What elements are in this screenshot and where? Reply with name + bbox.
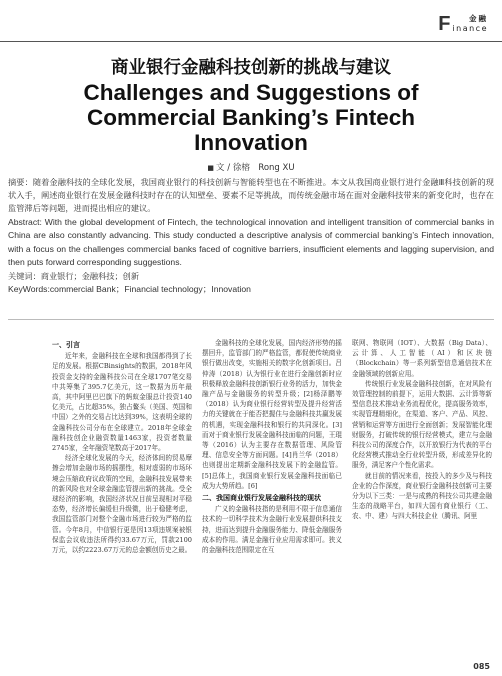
section-heading-introduction: 一、引言 — [52, 341, 80, 349]
paragraph: 传统银行业发展金融科技创新，在对风险有效管理控制的前提下，运用大数据、云计算等新型信息技术推动业务流程优化，提高服务效率，实现管理精细化，在渠道、客户、产品、风控、营销和运营等方面进行全面创新；发展智能化理财服务，打破传统的银行经营模式，建立与金融科技公司的深度合作，以开放银行为代表的平台化经营模式推动全行业转型升级，形成差异化的服务，满足客户个性化需求。 — [352, 379, 492, 470]
abstract-divider — [8, 319, 494, 320]
author-line — [0, 161, 502, 173]
paragraph: 联网、物联网（IOT）、大数据（Big Data）、云计算、人工智能（AI）和区块链（Blockchain）等一系列新型信息通信技术在金融领域的创新应用。 — [352, 339, 492, 378]
body-column-2 — [202, 338, 342, 658]
square-bullet-icon: ■ — [207, 164, 215, 172]
paragraph: 金融科技的全球化发展，国内经济形势的摇摆回升，监管部门的严格监管，都促使传统商业银行做出改变，实施相关的数字化创新项目。吕仲涛（2018）认为银行业在进行金融创新时应积极释放金融科技创新银行业务的活力，加快金融产品与金融服务的转型升级；[2]杨泽鹏等（2018）认为商业银行经营转型及提升经营活力的关键就在于能否把握住与金融科技共赢发展的机遇，实现金融科技和银行的共同深化。[3]而对于商业银行发展金融科技面临的问题，王琨等（2016）认为主要存在数据管理、风险管理、信息安全等方面问题。[4]肖兰华（2018）也则提出定期新金融科技发展下的金融监管。[5]总体上，我国商业银行发展金融科技面临已成为大势所趋。[6] — [202, 339, 342, 490]
section-mark — [438, 14, 488, 34]
body-column-3 — [352, 338, 492, 658]
page-number: 085 — [473, 662, 490, 671]
section-label-zh: 金融 — [469, 14, 488, 23]
keywords-chinese: 关键词：商业银行；金融科技；创新 — [8, 270, 140, 281]
abstract-chinese: 摘要：随着金融科技的全球化发展，我国商业银行的科技创新与智能转型也在不断推进。本文从我国商业银行进行金融Ⅲ科技创新的现状入手，阐述商业银行在发展金融科技时存在的认知壁垒、要素不足等挑战，而传统金融市场在面对金融科技带来的新变化时，也存在监管滞后等问题，进而提出相应的建议。 — [8, 177, 494, 214]
body-column-1 — [52, 338, 192, 658]
section-letter: F — [438, 13, 451, 35]
section-label — [452, 14, 488, 33]
header-rule — [0, 41, 502, 42]
paragraph: 就目前的情况来看，按投入的多少及与科技企业的合作深度，商业银行金融科技创新可主要分为以下三类：一是与成熟的科技公司共建金融生态的战略平台，如四大国有商业银行（工、农、中、建）与四大科技企业（腾讯、阿里 — [352, 471, 492, 521]
title-chinese: 商业银行金融科技创新的挑战与建议 — [111, 58, 391, 78]
keywords-english: KeyWords:commercial Bank；Financial technology；Innovation — [8, 283, 251, 294]
section-label-en: inance — [452, 24, 488, 33]
author-names: 文 / 徐榕 Rong XU — [216, 163, 295, 173]
abstract-block — [8, 176, 494, 296]
body-columns — [52, 338, 492, 658]
title-english: Challenges and Suggestions of Commercial Banking’s Fintech Innovation — [83, 80, 419, 155]
section-heading-status: 二、我国商业银行发展金融科技的现状 — [202, 494, 321, 503]
paragraph: 近年来，金融科技在全球和我国都得到了长足的发展。根据CBinsights的数据，2018年风投资金支持的金融科技公司在全球1707笔交易中共筹集了395.7亿美元，这一数据为历年最高，其中阿里巴巴旗下的蚂蚁金服总计投资140亿美元，占比超35%，独占鳌头（美国、英国和中国）之外的交易占比达到39%，这表明全球的金融科技公司分布在全球建立。2018年全球金融科技创企业融资数量1463家，投资者数量2745家，全年融资笔数高于2017年。 — [52, 352, 192, 453]
paragraph: 经济全球化发展的今天，经济体间的贸易摩擦会增加金融市场的摇摆性，相对虚弱的市场环境会压缩政府议政策的空间，金融科技发展带来的新风险也对全球金融监管提出新的挑战。受全球经济的影响，我国经济状况目前呈现相对平稳态势，经济增长偏缓但升级微，出于稳健考虑，我国监管部门对整个金融市场进行较为严格的监管。今年8月，中信银行更是因13项违规案被银保监会议收违法所得约33.67万元，罚款2100万元，以约2223.67万元的总金额创历史之最。 — [52, 454, 192, 555]
paragraph: 广义的金融科技指的是利用不限于信息通信技术的一切科学技术为金融行业发展提供科技支持，进而达到提升金融服务能力、降低金融服务成本的作用。满足金融行业应用需求即可。狭义的金融科技范围限定在互 — [202, 505, 342, 555]
abstract-english: Abstract: With the global development of Fintech, the technological innovation and intelligent transition of commercial banks in China are also constantly advancing. This study conducted a descriptive analysis of commercial banking’s Fintech innovation, with a focus on the challenges commercial banks faced of cognitive barriers, insufficient elements and lagging supervision, and then puts forward corresponding suggestions. — [8, 216, 494, 268]
